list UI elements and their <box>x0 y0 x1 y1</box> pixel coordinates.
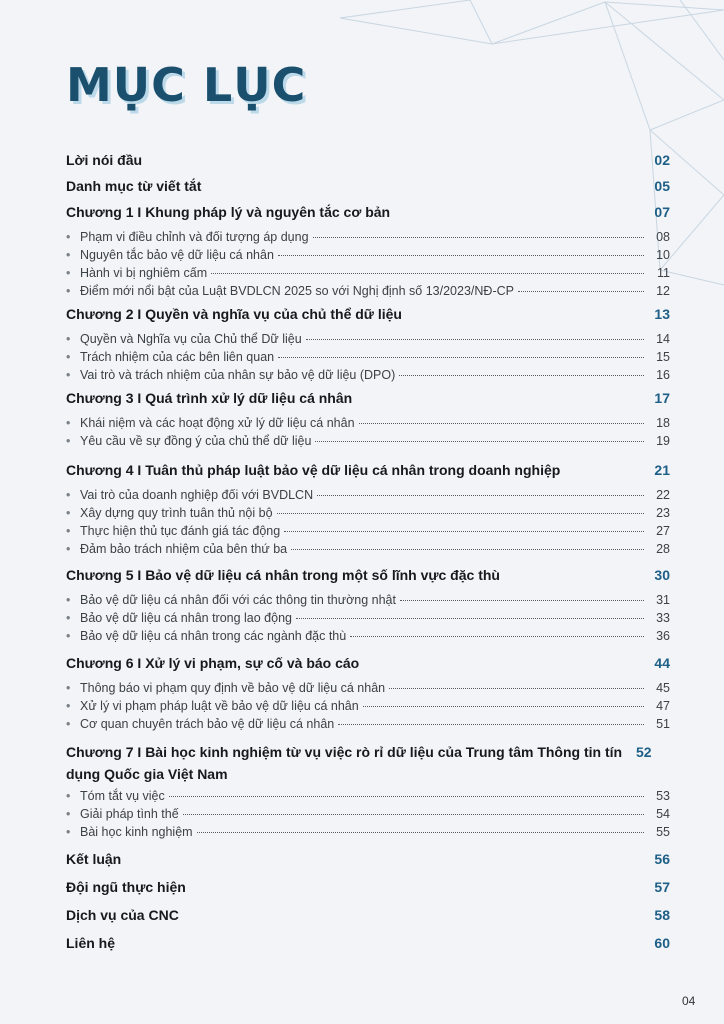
toc-section-entry[interactable] <box>66 789 670 803</box>
toc-section-entry[interactable] <box>66 611 670 625</box>
toc-chapter-entry[interactable] <box>66 462 670 478</box>
bullet-icon: • <box>66 350 71 364</box>
toc-chapter-entry[interactable] <box>66 655 670 671</box>
toc-section-page: 15 <box>656 350 670 364</box>
bullet-icon: • <box>66 230 71 244</box>
toc-chapter-page: 07 <box>654 204 670 220</box>
bullet-icon: • <box>66 266 71 280</box>
toc-section-page: 31 <box>656 593 670 607</box>
toc-section-page: 45 <box>656 681 670 695</box>
toc-section-label: Yêu cầu về sự đồng ý của chủ thể dữ liệu <box>80 434 312 448</box>
dot-leader <box>389 688 644 689</box>
toc-chapter-entry[interactable] <box>66 152 670 168</box>
bullet-icon: • <box>66 717 71 731</box>
toc-chapter-label: Kết luận <box>66 851 122 867</box>
dot-leader <box>277 513 644 514</box>
dot-leader <box>359 423 644 424</box>
bullet-icon: • <box>66 506 71 520</box>
toc-section-entry[interactable] <box>66 284 670 298</box>
toc-section-label: Bài học kinh nghiệm <box>80 825 193 839</box>
bullet-icon: • <box>66 248 71 262</box>
toc-chapter-page: 02 <box>654 152 670 168</box>
toc-section-label: Cơ quan chuyên trách bảo vệ dữ liệu cá nhân <box>80 717 335 731</box>
toc-section-label: Điểm mới nổi bật của Luật BVDLCN 2025 so với Nghị định số 13/2023/NĐ-CP <box>80 284 514 298</box>
toc-section-entry[interactable] <box>66 416 670 430</box>
toc-section-entry[interactable] <box>66 230 670 244</box>
toc-section-entry[interactable] <box>66 825 670 839</box>
toc-chapter-entry[interactable] <box>66 907 670 923</box>
toc-section-page: 18 <box>656 416 670 430</box>
page-number: 04 <box>682 994 696 1008</box>
dot-leader <box>400 600 644 601</box>
dot-leader <box>278 357 644 358</box>
toc-chapter-page: 05 <box>654 178 670 194</box>
toc-chapter-label: Chương 6 I Xử lý vi phạm, sự cố và báo cáo <box>66 655 360 671</box>
toc-chapter-label: Danh mục từ viết tắt <box>66 178 202 194</box>
dot-leader <box>315 441 644 442</box>
bullet-icon: • <box>66 699 71 713</box>
toc-section-label: Thực hiện thủ tục đánh giá tác động <box>80 524 281 538</box>
toc-section-label: Quyền và Nghĩa vụ của Chủ thể Dữ liệu <box>80 332 302 346</box>
dot-leader <box>363 706 644 707</box>
toc-chapter-page: 21 <box>654 462 670 478</box>
toc-section-page: 14 <box>656 332 670 346</box>
dot-leader <box>284 531 644 532</box>
toc-section-entry[interactable] <box>66 434 670 448</box>
toc-chapter-page: 52 <box>636 744 652 760</box>
toc-section-entry[interactable] <box>66 681 670 695</box>
toc-chapter-page: 44 <box>654 655 670 671</box>
bullet-icon: • <box>66 434 71 448</box>
toc-section-entry[interactable] <box>66 807 670 821</box>
dot-leader <box>197 832 644 833</box>
dot-leader <box>338 724 644 725</box>
bullet-icon: • <box>66 807 71 821</box>
toc-section-entry[interactable] <box>66 699 670 713</box>
bullet-icon: • <box>66 332 71 346</box>
toc-chapter-page: 17 <box>654 390 670 406</box>
dot-leader <box>317 495 644 496</box>
toc-section-entry[interactable] <box>66 368 670 382</box>
dot-leader <box>350 636 644 637</box>
toc-chapter-entry[interactable] <box>66 204 670 220</box>
bullet-icon: • <box>66 368 71 382</box>
toc-section-page: 16 <box>656 368 670 382</box>
dot-leader <box>291 549 644 550</box>
toc-section-entry[interactable] <box>66 542 670 556</box>
toc-section-label: Giải pháp tình thế <box>80 807 179 821</box>
toc-section-label: Thông báo vi phạm quy định về bảo vệ dữ liệu cá nhân <box>80 681 386 695</box>
dot-leader <box>313 237 644 238</box>
bullet-icon: • <box>66 629 71 643</box>
toc-section-entry[interactable] <box>66 717 670 731</box>
toc-chapter-entry[interactable] <box>66 935 670 951</box>
toc-section-page: 22 <box>656 488 670 502</box>
toc-section-page: 54 <box>656 807 670 821</box>
toc-section-entry[interactable] <box>66 506 670 520</box>
toc-chapter-entry[interactable] <box>66 851 670 867</box>
toc-chapter-entry[interactable] <box>66 567 670 583</box>
toc-section-label: Hành vi bị nghiêm cấm <box>80 266 208 280</box>
bullet-icon: • <box>66 681 71 695</box>
toc-section-page: 12 <box>656 284 670 298</box>
toc-chapter-page: 56 <box>654 851 670 867</box>
bullet-icon: • <box>66 488 71 502</box>
toc-section-label: Xử lý vi phạm pháp luật về bảo vệ dữ liệu cá nhân <box>80 699 359 713</box>
toc-section-label: Bảo vệ dữ liệu cá nhân trong lao động <box>80 611 292 625</box>
toc-section-label: Bảo vệ dữ liệu cá nhân đối với các thông tin thường nhật <box>80 593 396 607</box>
toc-section-page: 08 <box>656 230 670 244</box>
dot-leader <box>306 339 644 340</box>
bullet-icon: • <box>66 542 71 556</box>
toc-section-page: 47 <box>656 699 670 713</box>
toc-section-page: 33 <box>656 611 670 625</box>
toc-chapter-label: Chương 4 I Tuân thủ pháp luật bảo vệ dữ liệu cá nhân trong doanh nghiệp <box>66 462 561 478</box>
toc-section-page: 53 <box>656 789 670 803</box>
toc-chapter-label: Dịch vụ của CNC <box>66 907 179 923</box>
toc-chapter-label: Chương 2 I Quyền và nghĩa vụ của chủ thể dữ liệu <box>66 306 402 322</box>
bullet-icon: • <box>66 789 71 803</box>
dot-leader <box>211 273 644 274</box>
toc-chapter-label: Liên hệ <box>66 935 116 951</box>
toc-section-entry[interactable] <box>66 524 670 538</box>
toc-section-entry[interactable] <box>66 593 670 607</box>
toc-chapter-label: Chương 5 I Bảo vệ dữ liệu cá nhân trong một số lĩnh vực đặc thù <box>66 567 500 583</box>
toc-chapter-entry[interactable] <box>66 178 670 194</box>
dot-leader <box>278 255 644 256</box>
toc-section-label: Khái niệm và các hoạt động xử lý dữ liệu cá nhân <box>80 416 355 430</box>
toc-chapter-entry[interactable] <box>66 390 670 406</box>
toc-chapter-entry[interactable] <box>66 306 670 322</box>
toc-section-label: Phạm vi điều chỉnh và đối tượng áp dụng <box>80 230 309 244</box>
toc-section-page: 19 <box>656 434 670 448</box>
toc-chapter-page: 57 <box>654 879 670 895</box>
toc-chapter-label: Chương 1 I Khung pháp lý và nguyên tắc cơ bản <box>66 204 391 220</box>
toc-section-page: 51 <box>656 717 670 731</box>
toc-section-page: 11 <box>657 266 670 280</box>
toc-chapter-entry[interactable] <box>66 741 670 785</box>
bullet-icon: • <box>66 284 71 298</box>
toc-section-entry[interactable] <box>66 629 670 643</box>
toc-chapter-label: Chương 7 I Bài học kinh nghiệm từ vụ việc rò rỉ dữ liệu của Trung tâm Thông tin tín dụng Quốc gia Việt Nam <box>66 744 623 782</box>
toc-chapter-label: Lời nói đầu <box>66 152 143 168</box>
bullet-icon: • <box>66 416 71 430</box>
toc-chapter-page: 60 <box>654 935 670 951</box>
dot-leader <box>183 814 644 815</box>
bullet-icon: • <box>66 524 71 538</box>
toc-section-page: 55 <box>656 825 670 839</box>
toc-section-page: 23 <box>656 506 670 520</box>
toc-chapter-page: 58 <box>654 907 670 923</box>
dot-leader <box>169 796 644 797</box>
toc-chapter-label: Chương 3 I Quá trình xử lý dữ liệu cá nhân <box>66 390 353 406</box>
toc-section-page: 10 <box>656 248 670 262</box>
toc-section-entry[interactable] <box>66 248 670 262</box>
toc-section-page: 28 <box>656 542 670 556</box>
bullet-icon: • <box>66 611 71 625</box>
bullet-icon: • <box>66 593 71 607</box>
dot-leader <box>518 291 644 292</box>
dot-leader <box>399 375 644 376</box>
bullet-icon: • <box>66 825 71 839</box>
toc-section-entry[interactable] <box>66 332 670 346</box>
toc-section-label: Xây dựng quy trình tuân thủ nội bộ <box>80 506 273 520</box>
toc-section-page: 27 <box>656 524 670 538</box>
toc-section-page: 36 <box>656 629 670 643</box>
toc-chapter-label: Đội ngũ thực hiện <box>66 879 186 895</box>
toc-section-entry[interactable] <box>66 266 670 280</box>
toc-section-label: Vai trò của doanh nghiệp đối với BVDLCN <box>80 488 314 502</box>
toc-section-label: Đảm bảo trách nhiệm của bên thứ ba <box>80 542 288 556</box>
toc-section-label: Tóm tắt vụ việc <box>80 789 165 803</box>
page-title: MỤC LỤC <box>66 58 307 112</box>
toc-chapter-entry[interactable] <box>66 879 670 895</box>
toc-section-entry[interactable] <box>66 350 670 364</box>
toc-chapter-page: 13 <box>654 306 670 322</box>
dot-leader <box>296 618 644 619</box>
toc-section-label: Vai trò và trách nhiệm của nhân sự bảo vệ dữ liệu (DPO) <box>80 368 396 382</box>
toc-section-label: Nguyên tắc bảo vệ dữ liệu cá nhân <box>80 248 274 262</box>
toc-section-label: Bảo vệ dữ liệu cá nhân trong các ngành đặc thù <box>80 629 347 643</box>
toc-section-label: Trách nhiệm của các bên liên quan <box>80 350 275 364</box>
toc-chapter-page: 30 <box>654 567 670 583</box>
toc-section-entry[interactable] <box>66 488 670 502</box>
